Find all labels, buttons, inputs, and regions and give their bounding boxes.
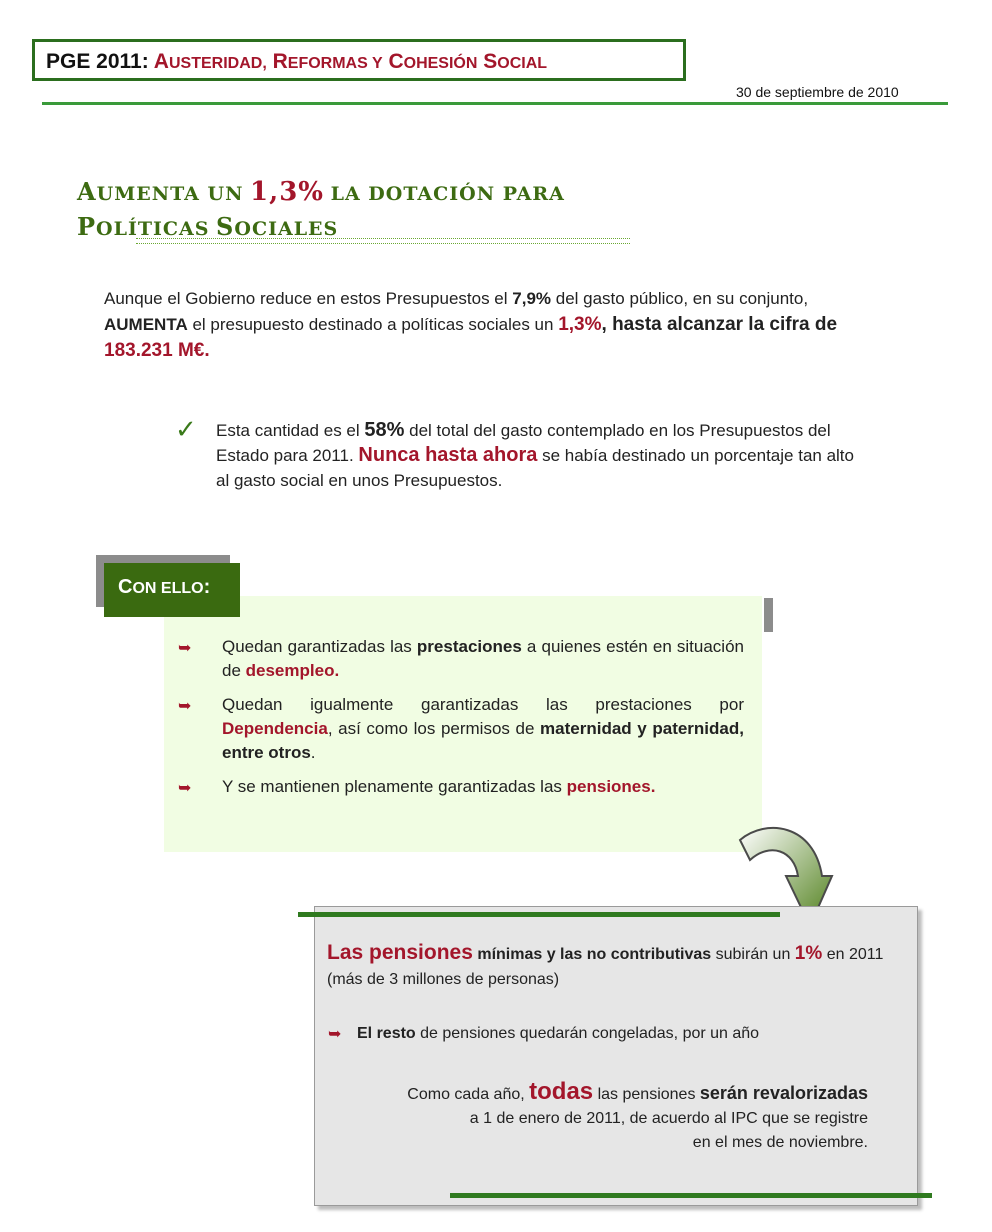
pensions-top-rule xyxy=(298,912,780,917)
headline-underline xyxy=(136,238,630,244)
pensions-freeze-note: El resto de pensiones quedarán congeladas, por un año xyxy=(357,1025,760,1042)
intro-paragraph: Aunque el Gobierno reduce en estos Presupuestos el 7,9% del gasto público, en su conjunto, AUMENTA el presupuesto destinado a políticas sociales un 1,3%, hasta alcanzar la cifra de 183.231 M€. xyxy=(104,289,838,361)
document-title: PGE 2011: AUSTERIDAD, REFORMAS Y COHESIÓN SOCIAL xyxy=(46,50,548,73)
headline-letter: A xyxy=(77,177,97,206)
bullet-arrow-icon: ➥ xyxy=(328,1026,342,1043)
checkmark-icon: ✓ xyxy=(175,414,197,444)
title-word: EFORMAS Y xyxy=(287,55,383,72)
title-letter: A xyxy=(153,50,169,73)
title-letter: C xyxy=(388,50,404,73)
check-paragraph: Esta cantidad es el 58% del total del gasto contemplado en los Presupuestos del Estado para 2011. Nunca hasta ahora se había destinado un porcentaje tan alto al gasto social en unos Presupuestos. xyxy=(216,419,854,490)
headline-word: UMENTA UN xyxy=(96,183,244,205)
section-tag: CON ELLO: xyxy=(104,563,240,617)
title-prefix: PGE 2011: xyxy=(46,50,149,73)
check-percent: 58% xyxy=(364,419,405,441)
measure-item: Quedan garantizadas las prestaciones a quienes estén en situación de desempleo. xyxy=(222,637,744,680)
bullet-arrow-icon: ➥ xyxy=(178,698,192,715)
headline-number: 1,3% xyxy=(250,177,324,207)
title-word: USTERIDAD xyxy=(168,55,263,72)
headline-word: LA DOTACIÓN PARA xyxy=(330,183,565,205)
headline-word: OCIALES xyxy=(234,218,339,240)
panel-side-bar xyxy=(764,598,773,632)
intro-percent: 7,9% xyxy=(512,289,552,308)
measure-item: Y se mantienen plenamente garantizadas las pensiones. xyxy=(222,777,656,796)
measure-item: Quedan igualmente garantizadas las prestaciones por Dependencia, así como los permisos de maternidad y paternidad, entre otros. xyxy=(222,695,744,762)
bullet-arrow-icon: ➥ xyxy=(178,640,192,657)
intro-percent-increase: 1,3% xyxy=(558,314,602,335)
pensions-bottom-rule xyxy=(450,1193,932,1198)
title-word: OHESIÓN xyxy=(403,55,478,72)
pensions-revaluation-note: Como cada año, todas las pensiones serán revalorizadas a 1 de enero de 2011, de acuerdo al IPC que se registre en el mes de noviembre. xyxy=(407,1078,868,1151)
title-letter: S xyxy=(483,50,498,73)
bullet-arrow-icon: ➥ xyxy=(178,780,192,797)
pensions-paragraph: Las pensiones mínimas y las no contributivas subirán un 1% en 2011 (más de 3 millones de personas) xyxy=(327,941,884,988)
header-divider xyxy=(42,102,948,105)
headline-letter: P xyxy=(77,212,97,241)
title-word: OCIAL xyxy=(497,55,548,72)
headline-letter: S xyxy=(216,212,235,241)
check-highlight: Nunca hasta ahora xyxy=(358,444,538,466)
title-letter: R xyxy=(272,50,288,73)
document-date: 30 de septiembre de 2010 xyxy=(736,84,899,100)
headline xyxy=(77,176,565,246)
intro-aumenta: AUMENTA xyxy=(104,315,188,334)
intro-amount: 183.231 M€. xyxy=(104,340,210,361)
headline-word: OLÍTICAS xyxy=(96,218,210,240)
